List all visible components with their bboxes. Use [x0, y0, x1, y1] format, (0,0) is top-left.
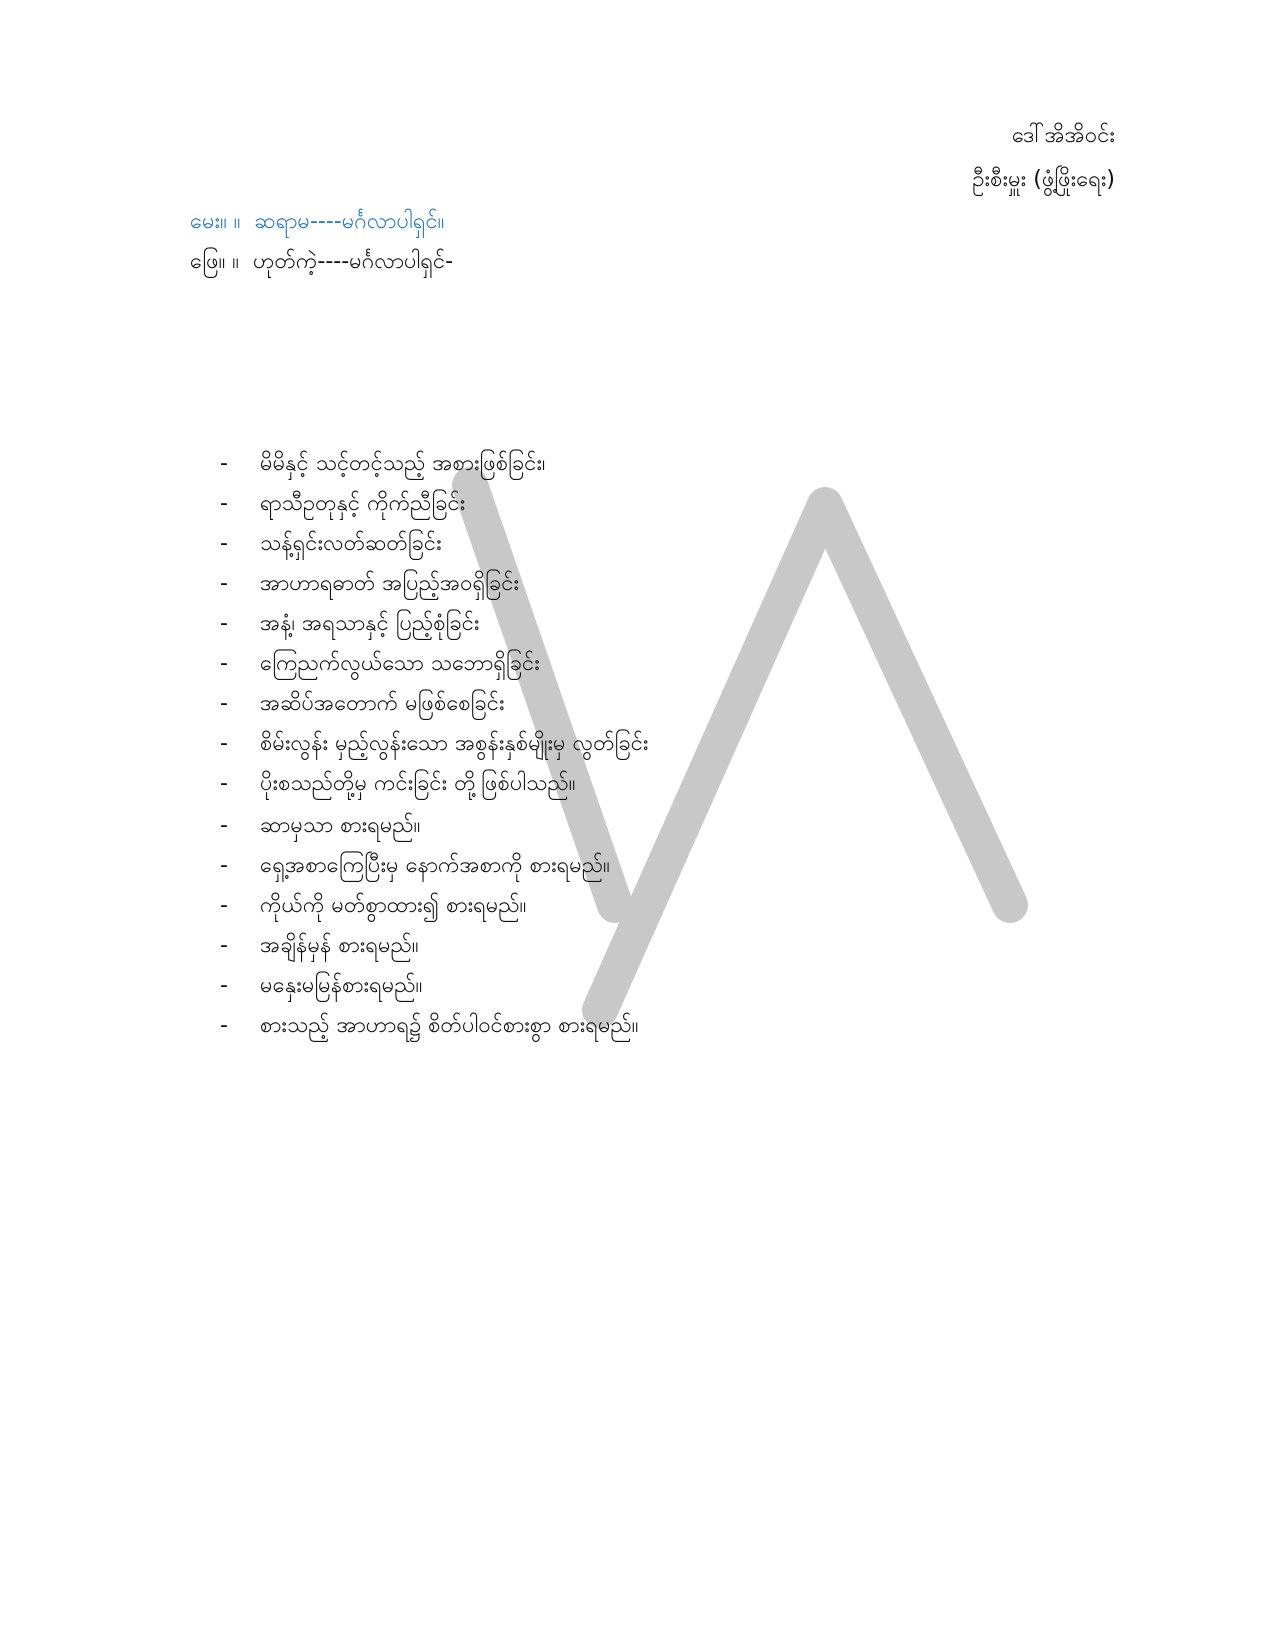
question-1: [190, 202, 1115, 242]
list-item: - ကြေညက်လွယ်သော သဘောရှိခြင်း: [220, 644, 1115, 684]
list-item: - သန့်ရှင်းလတ်ဆတ်ခြင်း: [220, 524, 1115, 564]
dash-marker: -: [220, 611, 228, 636]
list-item: - ရာသီဥတုနှင့် ကိုက်ညီခြင်း: [220, 484, 1115, 524]
list-item: - မိမိနှင့် သင့်တင့်သည့် အစားဖြစ်ခြင်း၊: [220, 444, 1115, 484]
list-item: - ကိုယ်ကို မတ်စွာထား၍ စားရမည်။: [220, 886, 1115, 926]
question-text: ဆရာမ----မင်္ဂလာပါရှင်။: [254, 209, 445, 234]
list-item: - မနှေးမမြန်စားရမည်။: [220, 966, 1115, 1006]
answer-2: [190, 322, 1115, 362]
answer-tag: ဖြေ။ ။: [190, 249, 239, 274]
dash-marker: -: [220, 491, 228, 516]
list-item: - စားသည့် အာဟာရ၌ စိတ်ပါဝင်စားစွာ စားရမည်။: [220, 1006, 1115, 1046]
dash-marker: -: [220, 451, 228, 476]
dash-marker: -: [220, 973, 228, 998]
dash-marker: -: [220, 893, 228, 918]
question-2: [190, 282, 1115, 322]
list-item: - စိမ်းလွန်း မှည့်လွန်းသော အစွန်းနှစ်မျိုးမှ လွတ်ခြင်း: [220, 724, 1115, 764]
author-affiliation: ဦးစီးမှူး (ဖွံ့ဖြိုးရေး): [972, 167, 1115, 192]
dash-marker: -: [220, 531, 228, 556]
dash-marker: -: [220, 571, 228, 596]
interview-section: [190, 202, 1115, 442]
list-item: - အဆိပ်အတောက် မဖြစ်စေခြင်း: [220, 684, 1115, 724]
list-item: - ရှေ့အစာကြေပြီးမှ နောက်အစာကို စားရမည်။: [220, 846, 1115, 886]
list-item: - အာဟာရဓာတ် အပြည့်အဝရှိခြင်း: [220, 564, 1115, 604]
dash-marker: -: [220, 651, 228, 676]
dash-marker: -: [220, 933, 228, 958]
food-qualities-list: [190, 444, 1115, 804]
question-tag: မေး။ ။: [190, 209, 241, 234]
list-item: - အချိန်မှန် စားရမည်။: [220, 926, 1115, 966]
list-item: - ဆာမှသာ စားရမည်။: [220, 806, 1115, 846]
dash-marker: -: [220, 853, 228, 878]
dash-marker: -: [220, 691, 228, 716]
list-item: - အနံ့၊ အရသာနှင့် ပြည့်စုံခြင်း: [220, 604, 1115, 644]
answer-1: [190, 242, 1115, 282]
author-name: ဒေါ်အိအိဝင်း: [1011, 123, 1115, 148]
dash-marker: -: [220, 771, 228, 796]
list-item: - ပိုးစသည်တို့မှ ကင်းခြင်း တို့ဖြစ်ပါသည်။: [220, 764, 1115, 804]
dash-marker: -: [220, 813, 228, 838]
question-3: [190, 362, 1115, 402]
dash-marker: -: [220, 731, 228, 756]
eater-qualities-list: [190, 806, 1115, 1046]
document-page: [190, 100, 1115, 1046]
dash-marker: -: [220, 1013, 228, 1038]
answer-3: [190, 402, 1115, 442]
answer-text: ဟုတ်ကဲ့----မင်္ဂလာပါရှင်-: [252, 249, 454, 274]
